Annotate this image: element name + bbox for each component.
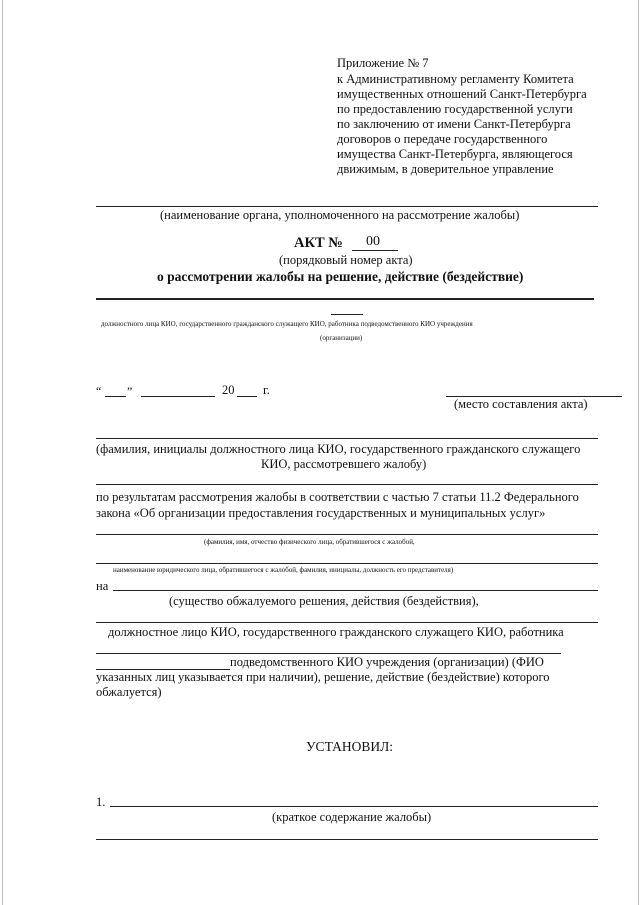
- appendix-line: Приложение № 7: [337, 56, 429, 70]
- act-number-caption: (порядковый номер акта): [279, 253, 413, 267]
- act-number: 00: [366, 234, 380, 249]
- place-caption: (место составления акта): [454, 397, 588, 411]
- appendix-line: имущественных отношений Санкт-Петербурга: [337, 87, 587, 101]
- appendix-line: имущества Санкт-Петербурга, являющегося: [337, 147, 573, 161]
- reviewer-caption: (фамилия, инициалы должностного лица КИО, государственного гражданского служащего: [96, 442, 581, 456]
- body-name-field[interactable]: [96, 206, 598, 207]
- established-heading: УСТАНОВИЛ:: [306, 739, 394, 754]
- reviewer-field[interactable]: [96, 438, 598, 439]
- essence-field-2[interactable]: [96, 622, 598, 623]
- official-field[interactable]: [96, 298, 594, 300]
- basis-text: по результатам рассмотрения жалобы в соответствии с частью 7 статьи 11.2 Федерального: [96, 490, 579, 504]
- basis-field[interactable]: [96, 484, 598, 485]
- act-subject: о рассмотрении жалобы на решение, действие (бездействие): [157, 269, 524, 284]
- date-year-prefix: 20: [222, 383, 235, 397]
- official-text: должностное лицо КИО, государственного гражданского служащего КИО, работника: [108, 625, 564, 639]
- date-year-field[interactable]: [237, 396, 257, 397]
- official-caption: должностного лица КИО, государственного гражданского служащего КИО, работника подведомственного КИО учреждения: [101, 320, 473, 328]
- official-caption-org: (организации): [320, 334, 363, 342]
- act-number-field[interactable]: [352, 250, 398, 251]
- official-name-field[interactable]: [96, 653, 561, 654]
- reviewer-caption-cont: КИО, рассмотревшего жалобу): [261, 457, 427, 471]
- body-name-caption: (наименование органа, уполномоченного на рассмотрение жалобы): [160, 208, 520, 222]
- essence-field[interactable]: [113, 590, 598, 591]
- summary-field-2[interactable]: [96, 839, 598, 840]
- date-open-quote: “: [96, 384, 102, 398]
- appendix-line: движимым, в доверительное управление: [337, 162, 554, 176]
- applicant-caption-cont: наименование юридического лица, обратившегося с жалобой, фамилия, инициалы, должность его представителя): [113, 566, 454, 574]
- appendix-line: по заключению от имени Санкт-Петербурга: [337, 117, 571, 131]
- page-edge-right: [638, 0, 639, 905]
- summary-caption: (краткое содержание жалобы): [272, 810, 432, 824]
- appendix-line: по предоставлению государственной услуги: [337, 102, 573, 116]
- appendix-line: к Административному регламенту Комитета: [337, 72, 574, 86]
- official-text-cont-3: обжалуется): [96, 685, 162, 699]
- applicant-caption: (фамилия, имя, отчество физического лица, обратившегося с жалобой,: [204, 538, 415, 546]
- date-close-quote: ”: [127, 384, 133, 398]
- act-title: АКТ №: [294, 235, 343, 251]
- page-edge-left: [2, 0, 3, 905]
- applicant-field[interactable]: [96, 534, 598, 535]
- essence-caption: (существо обжалуемого решения, действия (бездействия),: [169, 594, 479, 608]
- summary-field[interactable]: [110, 806, 598, 807]
- date-month-field[interactable]: [141, 396, 215, 397]
- applicant-field-2[interactable]: [96, 563, 598, 564]
- on-word: на: [96, 579, 109, 593]
- item-number: 1.: [96, 795, 106, 809]
- official-text-cont: подведомственного КИО учреждения (организации) (ФИО: [230, 655, 544, 669]
- date-year-suffix: г.: [263, 383, 270, 397]
- official-text-cont-2: указанных лиц указывается при наличии), решение, действие (бездействие) которого: [96, 670, 550, 684]
- date-day-field[interactable]: [105, 396, 126, 397]
- basis-text-cont: закона «Об организации предоставления государственных и муниципальных услуг»: [96, 506, 546, 520]
- appendix-line: договоров о передаче государственного: [337, 132, 548, 146]
- official-field-short: [331, 314, 363, 315]
